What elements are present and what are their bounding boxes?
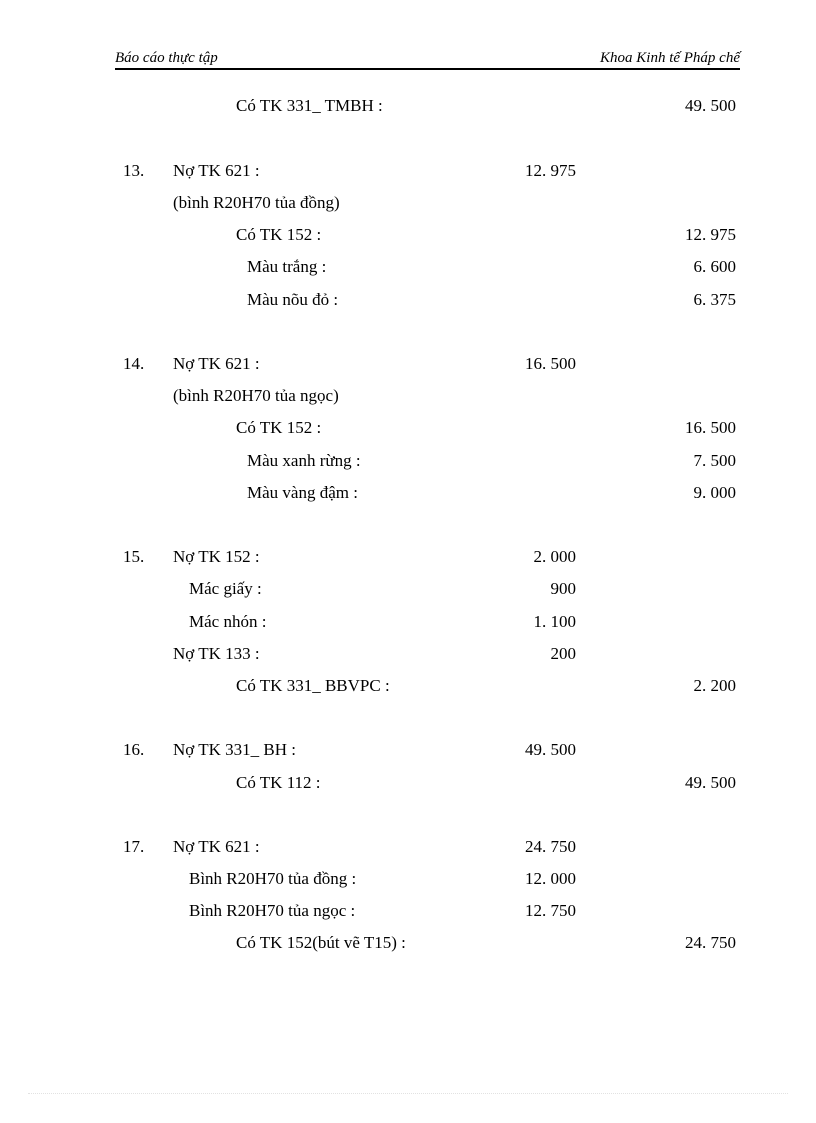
entry-line [0, 899, 816, 923]
credit-amount: 6. 600 [693, 257, 736, 276]
credit-amount: 6. 375 [693, 290, 736, 309]
entry-note: (bình R20H70 tủa ngọc) [173, 386, 339, 405]
header-report-title: Báo cáo thực tập [115, 50, 218, 66]
credit-amount: 49. 500 [685, 773, 736, 792]
entry-line [0, 642, 816, 666]
debit-amount: 200 [550, 644, 576, 663]
entry-line [0, 771, 816, 795]
entry-number: 14. [123, 354, 145, 373]
credit-account-label: Có TK 331_ BBVPC : [236, 676, 390, 695]
debit-amount: 49. 500 [525, 740, 576, 759]
entry-line [0, 867, 816, 891]
debit-amount: 12. 975 [525, 161, 576, 180]
detail-label: Mác nhón : [189, 612, 267, 631]
detail-label: Màu nõu đỏ : [247, 290, 339, 309]
debit-amount: 16. 500 [525, 354, 576, 373]
detail-label: Màu vàng đậm : [247, 483, 358, 502]
detail-label: Bình R20H70 tủa ngọc : [189, 901, 356, 920]
entry-line [0, 416, 816, 440]
entry-line [0, 481, 816, 505]
credit-amount: 16. 500 [685, 418, 736, 437]
debit-account-label: Nợ TK 152 : [173, 547, 260, 566]
entry-number: 13. [123, 161, 145, 180]
credit-amount: 12. 975 [685, 225, 736, 244]
debit-account-label: Nợ TK 621 : [173, 354, 260, 373]
entry-line [0, 674, 816, 698]
debit-amount: 1. 100 [533, 612, 576, 631]
credit-amount: 9. 000 [693, 483, 736, 502]
entry-number: 15. [123, 547, 145, 566]
header-faculty-name: Khoa Kinh tế Pháp chế [600, 50, 740, 66]
entry-line [0, 835, 816, 859]
credit-amount: 49. 500 [685, 96, 736, 115]
entry-line [0, 577, 816, 601]
page-header [115, 48, 740, 70]
entry-number: 17. [123, 837, 145, 856]
entry-line [0, 94, 816, 118]
detail-label: Mác giấy : [189, 579, 262, 598]
entry-line [0, 545, 816, 569]
debit-amount: 900 [550, 579, 576, 598]
entry-note: (bình R20H70 tủa đồng) [173, 193, 340, 212]
detail-label: Màu trắng : [247, 257, 327, 276]
debit-amount: 2. 000 [533, 547, 576, 566]
entry-line [0, 384, 816, 408]
credit-account-label: Có TK 331_ TMBH : [236, 96, 383, 115]
entry-line [0, 223, 816, 247]
debit-amount: 24. 750 [525, 837, 576, 856]
entry-line [0, 159, 816, 183]
debit-account-label: Nợ TK 621 : [173, 161, 260, 180]
entry-line [0, 931, 816, 955]
detail-label: Bình R20H70 tủa đồng : [189, 869, 357, 888]
entry-line [0, 191, 816, 215]
entry-number: 16. [123, 740, 145, 759]
entry-line [0, 610, 816, 634]
debit-account-label: Nợ TK 133 : [173, 644, 260, 663]
entry-line [0, 288, 816, 312]
page-bottom-divider [28, 1093, 788, 1094]
credit-account-label: Có TK 152 : [236, 418, 322, 437]
credit-account-label: Có TK 152(bút vẽ T15) : [236, 933, 406, 952]
credit-account-label: Có TK 152 : [236, 225, 322, 244]
credit-account-label: Có TK 112 : [236, 773, 321, 792]
credit-amount: 7. 500 [693, 451, 736, 470]
debit-account-label: Nợ TK 331_ BH : [173, 740, 296, 759]
entry-line [0, 352, 816, 376]
debit-account-label: Nợ TK 621 : [173, 837, 260, 856]
entry-line [0, 738, 816, 762]
entry-line [0, 449, 816, 473]
entry-line [0, 255, 816, 279]
detail-label: Màu xanh rừng : [247, 451, 361, 470]
credit-amount: 24. 750 [685, 933, 736, 952]
debit-amount: 12. 750 [525, 901, 576, 920]
credit-amount: 2. 200 [693, 676, 736, 695]
debit-amount: 12. 000 [525, 869, 576, 888]
